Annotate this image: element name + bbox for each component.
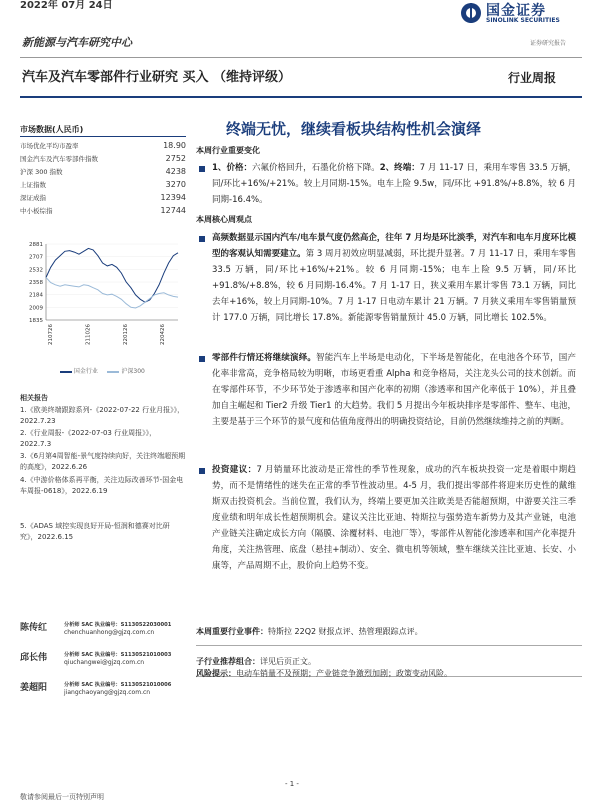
legend-swatch-hs300 (107, 371, 119, 373)
market-data-row (20, 180, 186, 192)
para-bold: 2、终端： (379, 163, 420, 173)
chart-legend (60, 366, 145, 375)
bullet-icon (199, 356, 205, 362)
y-tick-label: 2009 (29, 305, 43, 312)
y-tick-label: 2881 (29, 242, 43, 248)
related-report-item[interactable]: 1.《欧美终端跟踪系列-《2022-07-22 行业月报》》，2022.7.23 (20, 406, 185, 425)
para-text: 7 月销量环比波动是正常性的季节性现象，成功的汽车板块投资一定是着眼中期趋势，而不是情绪性的迷失在正常的季节性波动里。4-5 月，我们提出零部件将迎来历史性的戴维斯双击投资机会。当前位置，我们认为，终端上要更加关注欧美是否能超预期，中游要关注三季度业绩和明年成长性超预期机会。建议关注比亚迪、特斯拉与强势造车新势力及其产业链，电池产业链关注确定成长方向（隔膜、涂覆材料、电池厂等），零部件从智能化渗透率和国产化率提升角度，关注热管理、底盘（悬挂+制动）、安全、微电机等领域，整车继续关注比亚迪、长安、小康等，产品周期不止，股价向上趋势不变。 (212, 465, 576, 571)
market-data-row (20, 141, 186, 153)
report-date: 2022年 07月 24日 (20, 0, 113, 11)
related-report-item[interactable]: 3.《6月第4周智能-景气度持续向好，关注终端超预期的高度》，2022.6.26 (20, 452, 186, 471)
market-data-row (20, 154, 186, 166)
header-divider (20, 96, 582, 98)
y-tick-label: 2184 (29, 292, 43, 299)
related-reports-title: 相关报告 (20, 394, 48, 402)
analyst-email[interactable]: jiangchaoyang@gjzq.com.cn (64, 689, 151, 696)
section-heading-risk-line (196, 668, 452, 679)
para-bold: 高频数据显示国内汽车/电车景气度仍然高企，往年 7 月均是环比淡季，对汽车和电车月度环比模型的客观认知需要建立。 (212, 233, 576, 259)
related-report-item[interactable]: 5.《ADAS 域控实现良好开局-恒润和德赛对比研究》，2022.6.15 (20, 522, 170, 541)
market-data-row (20, 206, 186, 218)
analyst-license: 分析师 SAC 执业编号：S1130522030001 (64, 622, 172, 628)
market-data-title: 市场数据(人民币) (20, 125, 84, 134)
x-tick-label: 210726 (48, 324, 54, 345)
analyst-email[interactable]: qiuchangwei@gjzq.com.cn (64, 659, 145, 666)
md-value: 12744 (160, 206, 186, 215)
para-bold: 投资建议： (212, 465, 257, 475)
analyst-name: 邱长伟 (20, 653, 48, 663)
para-text: 智能汽车上半场是电动化，下半场是智能化，在电池各个环节，国产化率非常高，竞争格局较为明晰，市场更看重 Alpha 和竞争格局，关注龙头公司的技术创新。而在零部件环节，不少环节处于渗透率和国产化率的初期（渗透率和国产化率低于 10%），并且叠加自主崛起和 Tier2 升级 Tier1 的大趋势。我们 5 月提出今年板块排序是零部件、整车、电池，主要是基于三个环节的景气度和估值角度得出的明确投资结论，目前仍然继续维持之前的判断。 (212, 353, 576, 427)
portfolio-text: 详见后页正文。 (260, 657, 316, 666)
paragraph-changes (212, 160, 576, 208)
para-bold: 1、价格： (212, 163, 252, 173)
events-text: 特斯拉 22Q2 财报点评、热管理跟踪点评。 (268, 627, 423, 636)
portfolio-label: 子行业推荐组合： (196, 657, 260, 666)
md-label: 中小板综指 (20, 207, 53, 215)
md-value: 12394 (160, 193, 186, 202)
x-tick-label: 220426 (160, 324, 167, 345)
report-type: 行业周报 (508, 71, 557, 85)
paragraph-investment (212, 462, 576, 622)
y-tick-label: 2532 (29, 267, 43, 274)
related-report-item[interactable]: 4.《中游价格体系再平衡，关注边际改善环节-国金电车周报-0618》，2022.6.19 (20, 476, 184, 495)
md-label: 市场优化平均市盈率 (20, 142, 79, 150)
analyst-email[interactable]: chenchuanhong@gjzq.com.cn (64, 629, 155, 636)
paragraph-components (212, 350, 576, 462)
analyst-license: 分析师 SAC 执业编号：S1130521010003 (64, 652, 172, 658)
company-logo (460, 0, 600, 34)
section-divider (196, 645, 582, 646)
md-label: 沪深 300 指数 (20, 168, 63, 176)
bullet-icon (199, 166, 205, 172)
section-heading-events (196, 626, 423, 637)
para-text: 7 月 11-17 日，乘用车零售 33.5 万辆，同/环比+16%/+21%。较上月同期-15%。电车上险 9.5w，同/环比 +91.8%/+8.8%，较 6 月同期-16.4%。 (212, 163, 576, 205)
page-number: - 1 - (285, 780, 299, 788)
md-value: 4238 (165, 167, 186, 176)
industry-rating-line: 汽车及汽车零部件行业研究 买入 （维持评级） (22, 70, 292, 85)
header-divider-top (20, 57, 582, 58)
related-report-item[interactable]: 2.《行业周报-《2022-07-03 行业周报》》，2022.7.3 (20, 429, 157, 448)
para-bold: 零部件行情还将继续演绎。 (212, 353, 317, 363)
md-value: 3270 (165, 180, 186, 189)
analyst-name: 陈传红 (20, 623, 48, 633)
logo-mark-icon (460, 2, 482, 24)
section-heading-views: 本周核心周观点 (196, 215, 252, 224)
bullet-icon (199, 236, 205, 242)
logo-cn-text: 国金证券 (486, 3, 546, 19)
paragraph-high-frequency (212, 230, 576, 342)
legend-label-industry: 国金行业 (73, 368, 98, 375)
market-data-row (20, 193, 186, 205)
analyst-name: 姜超阳 (20, 683, 48, 693)
bullet-icon (199, 468, 205, 474)
legend-label-hs300: 沪深300 (121, 368, 145, 375)
md-label: 上证指数 (20, 181, 46, 189)
risk-text: 电动车销量不及预期；产业链竞争激烈加剧；政策变动风险。 (236, 669, 452, 678)
md-label: 深证成指 (20, 194, 46, 202)
x-tick-label: 211026 (85, 324, 92, 345)
analyst-license: 分析师 SAC 执业编号：S1130521010006 (64, 682, 172, 688)
md-value: 2752 (165, 154, 186, 163)
footer-disclaimer: 敬请参阅最后一页特别声明 (20, 793, 104, 801)
para-text: 第 3 周月初效应明显减弱，环比提升显著。7 月 11-17 日，乘用车零售 33.5 万辆，同/环比+16%/+21%。较 6 月同期-15%；电车上险 9.5 万辆，同/环比 +91.8%/+8.8%，较 6 月同期-16.4%。7 月 1-17 日，狭义乘用车累计零售 73.1 万辆，同比去年+16%，较上月同期-10%。7 月 1-17 日电动车累计 21 万辆。7 月狭义乘用车零售销量预计 177.0 万辆，同比增长 17.8%。新能源零售销量预计 45.0 万辆，同比增长 102.5%。 (212, 249, 576, 323)
logo-en-text: SINOLINK SECURITIES (486, 17, 560, 24)
events-label: 本周重要行业事件： (196, 627, 268, 636)
y-tick-label: 2358 (29, 280, 43, 286)
x-tick-label: 220126 (122, 324, 129, 345)
report-title: 终端无忧，继续看板块结构性机会演绎 (226, 120, 482, 138)
md-value: 18.90 (163, 141, 186, 150)
legend-swatch-industry (60, 371, 72, 373)
y-tick-label: 1835 (29, 318, 43, 324)
market-data-row (20, 167, 186, 179)
risk-label: 风险提示： (196, 669, 236, 678)
y-tick-label: 2707 (29, 254, 43, 261)
index-line-chart (18, 238, 188, 378)
logo-subtitle: 证券研究报告 (530, 40, 567, 47)
section-heading-changes: 本周行业重要变化 (196, 146, 260, 155)
research-center: 新能源与汽车研究中心 (22, 36, 132, 49)
md-label: 国金汽车及汽车零部件指数 (20, 155, 98, 163)
market-data-rule (20, 136, 186, 137)
section-heading-portfolio (196, 656, 316, 667)
para-text: 六氟价格回升，石墨化价格下降。 (252, 163, 380, 173)
